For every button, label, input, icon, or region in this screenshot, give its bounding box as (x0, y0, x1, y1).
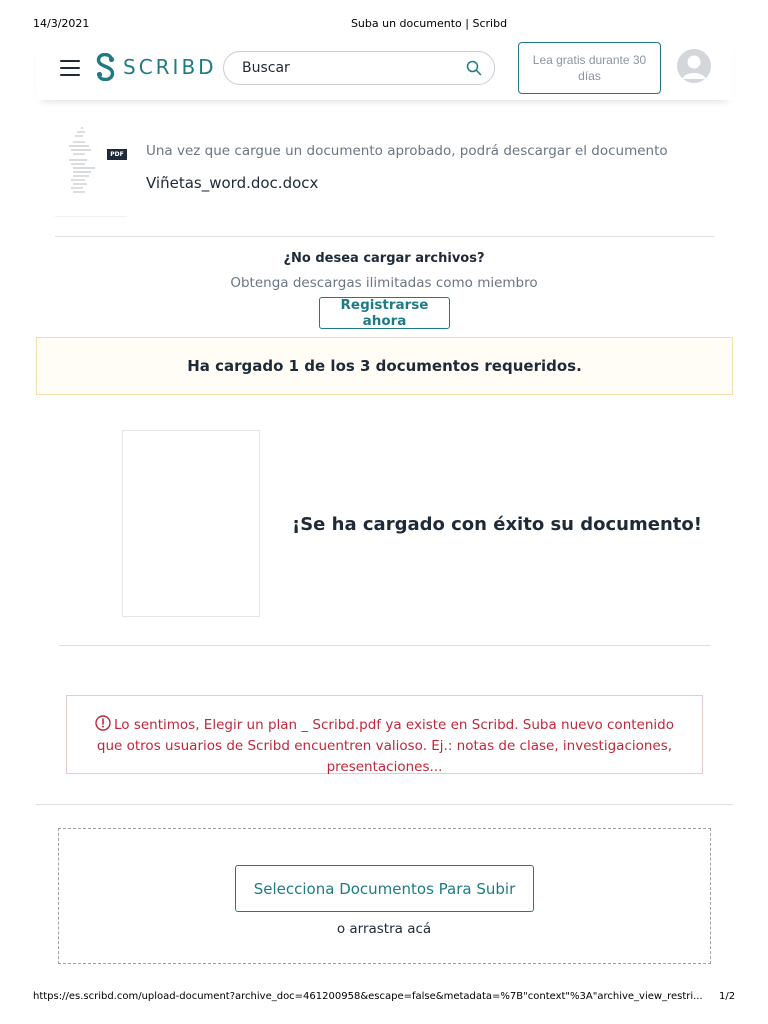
logo-text: SCRIBD (123, 55, 217, 79)
scribd-logo[interactable] (95, 53, 217, 81)
uploaded-document-preview (122, 430, 260, 617)
download-note: Una vez que cargue un documento aprobado, podrá descargar el documento (146, 143, 668, 159)
print-title: Suba un documento | Scribd (350, 17, 508, 30)
print-url: https://es.scribd.com/upload-document?archive_doc=461200958&escape=false&metadata=%7B"context"%3A"archive_view_restri... (33, 991, 703, 1002)
document-filename: Viñetas_word.doc.docx (146, 174, 319, 192)
divider (36, 804, 733, 805)
divider (55, 236, 714, 237)
scribd-logo-icon (95, 53, 117, 81)
document-thumbnail (55, 118, 127, 217)
document-thumbnail-image (55, 118, 127, 216)
drag-hint: o arrastra acá (336, 921, 432, 937)
error-message: Lo sentimos, Elegir un plan _ Scribd.pdf ya existe en Scribd. Suba nuevo contenido que otros usuarios de Scribd encuentren valioso. Ej.: notas de clase, investigaciones, presentaciones... (96, 717, 674, 775)
upload-count-notice (36, 337, 733, 395)
alert-icon (95, 715, 111, 731)
select-documents-button[interactable]: Selecciona Documentos Para Subir (235, 865, 534, 912)
search-icon[interactable] (466, 60, 482, 76)
free-trial-button[interactable]: Lea gratis durante 30 días (518, 42, 661, 94)
search-input[interactable] (240, 59, 466, 77)
top-nav (36, 36, 733, 100)
duplicate-error-alert (66, 695, 703, 774)
upsell-subtext: Obtenga descargas ilimitadas como miembro (230, 275, 538, 291)
user-icon (677, 49, 711, 83)
success-message: ¡Se ha cargado con éxito su documento! (292, 514, 702, 535)
search-bar[interactable] (223, 51, 495, 85)
pdf-badge: PDF (107, 149, 127, 160)
avatar[interactable] (677, 49, 711, 83)
divider (59, 645, 710, 646)
upsell-heading: ¿No desea cargar archivos? (283, 251, 485, 266)
print-page-number: 1/2 (719, 991, 736, 1002)
print-date: 14/3/2021 (33, 17, 90, 30)
notice-text: Ha cargado 1 de los 3 documentos requeridos. (187, 357, 582, 375)
register-now-button[interactable]: Registrarse ahora (319, 297, 450, 329)
menu-icon[interactable] (60, 60, 80, 76)
